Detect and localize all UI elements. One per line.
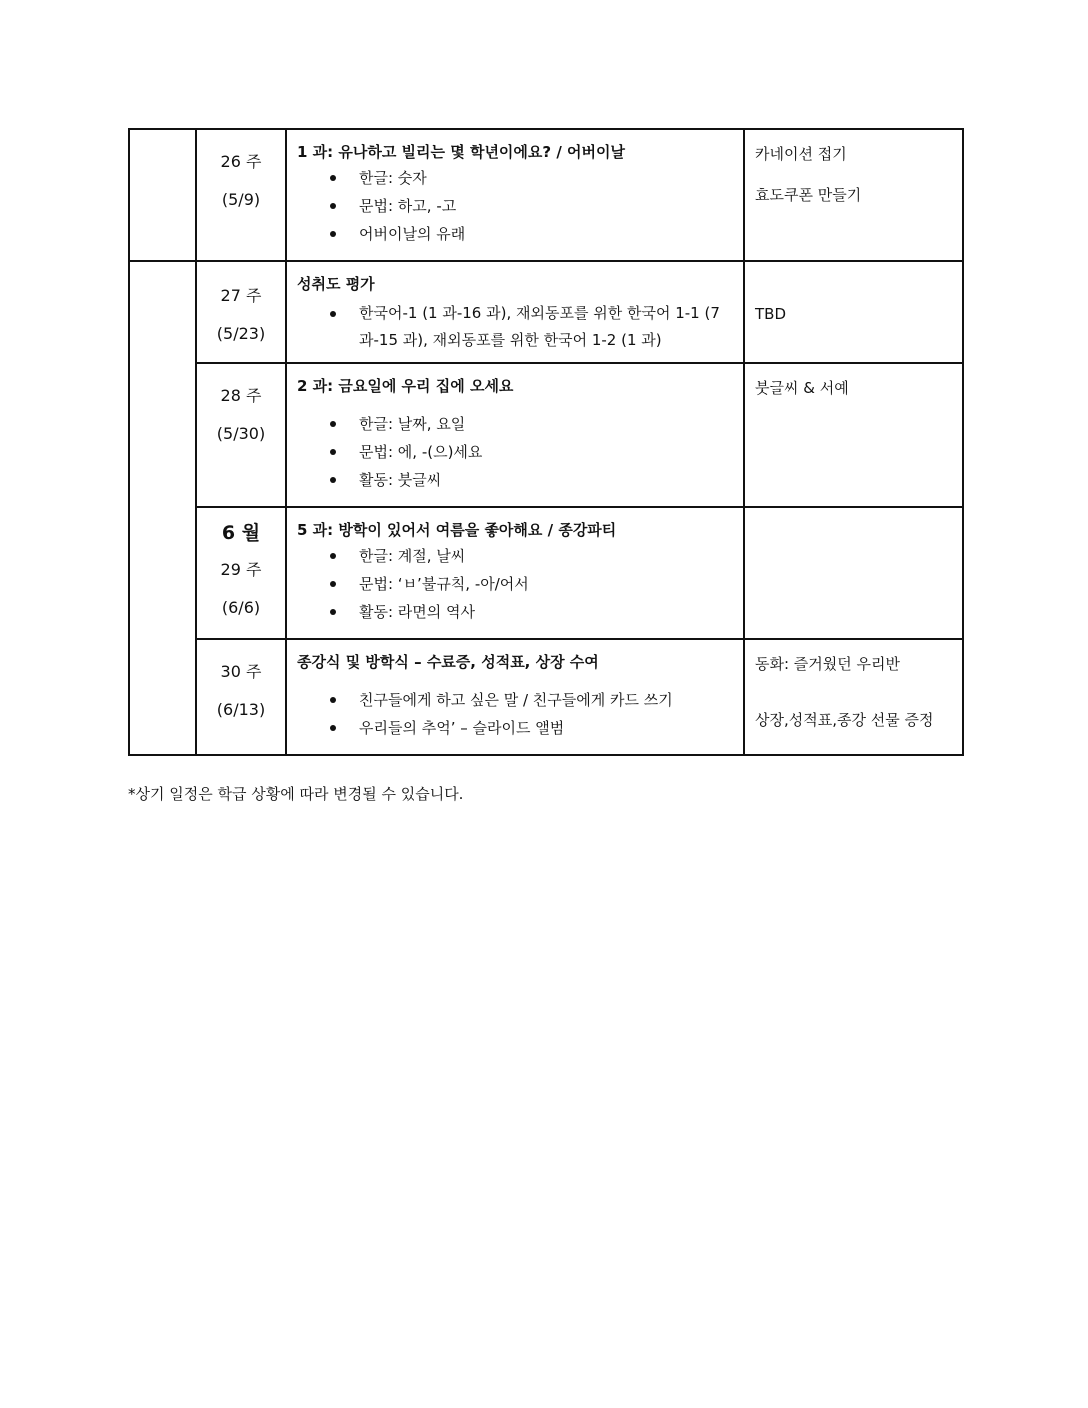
week-label: 29 주 bbox=[220, 560, 262, 579]
bullet-text: 한글: 날짜, 요일 bbox=[359, 415, 466, 433]
bullet-text: 우리들의 추억’ – 슬라이드 앨범 bbox=[359, 719, 565, 737]
list-item bbox=[297, 574, 733, 594]
bullet-text: 활동: 라면의 역사 bbox=[359, 603, 476, 621]
list-item bbox=[297, 414, 733, 434]
bullet-icon bbox=[330, 609, 336, 615]
activity-cell bbox=[744, 363, 963, 507]
activity-cell bbox=[744, 507, 963, 639]
week-date: (5/9) bbox=[221, 190, 261, 209]
activity-text: 상장,성적표,종강 선물 증정 bbox=[755, 711, 934, 729]
lesson-title: 5 과: 방학이 있어서 여름을 좋아해요 / 종강파티 bbox=[297, 521, 617, 539]
activity-cell bbox=[744, 129, 963, 261]
topic-cell bbox=[286, 261, 744, 363]
topic-cell bbox=[286, 363, 744, 507]
week-cell bbox=[196, 363, 286, 507]
bullet-icon bbox=[330, 697, 336, 703]
week-label: 27 주 bbox=[220, 286, 262, 305]
bullet-text: 문법: 하고, -고 bbox=[359, 197, 457, 215]
month-cell bbox=[129, 129, 196, 261]
bullet-icon bbox=[330, 203, 336, 209]
topic-cell bbox=[286, 129, 744, 261]
week-cell bbox=[196, 129, 286, 261]
bullet-icon bbox=[330, 311, 336, 317]
activity-text: TBD bbox=[755, 305, 787, 323]
lesson-bullets bbox=[297, 546, 733, 622]
week-cell bbox=[196, 507, 286, 639]
bullet-text: 한글: 계절, 날씨 bbox=[359, 547, 466, 565]
bullet-icon bbox=[330, 449, 336, 455]
bullet-icon bbox=[330, 725, 336, 731]
bullet-text: 친구들에게 하고 싶은 말 / 친구들에게 카드 쓰기 bbox=[359, 691, 673, 709]
bullet-icon bbox=[330, 231, 336, 237]
schedule-footnote: *상기 일정은 학급 상황에 따라 변경될 수 있습니다. bbox=[128, 785, 464, 803]
lesson-bullets bbox=[297, 168, 733, 244]
week-date: (6/13) bbox=[216, 700, 266, 719]
week-cell bbox=[196, 639, 286, 755]
bullet-text: 문법: 에, -(으)세요 bbox=[359, 443, 483, 461]
bullet-icon bbox=[330, 477, 336, 483]
bullet-text: 한국어-1 (1 과-16 과), 재외동포를 위한 한국어 1-1 (7 과-15 과), 재외동포를 위한 한국어 1-2 (1 과) bbox=[359, 304, 720, 349]
table-row bbox=[129, 507, 963, 639]
week-date: (5/30) bbox=[216, 424, 266, 443]
table-row bbox=[129, 363, 963, 507]
list-item bbox=[297, 196, 733, 216]
activity-text: 동화: 즐거웠던 우리반 bbox=[755, 655, 901, 673]
week-label: 26 주 bbox=[220, 152, 262, 171]
month-label: 6 월 bbox=[221, 522, 261, 544]
week-date: (5/23) bbox=[216, 324, 266, 343]
list-item bbox=[297, 690, 733, 710]
list-item bbox=[297, 470, 733, 490]
list-item bbox=[297, 602, 733, 622]
table-row bbox=[129, 129, 963, 261]
week-label: 30 주 bbox=[220, 662, 262, 681]
week-date: (6/6) bbox=[221, 598, 261, 617]
schedule-table bbox=[128, 128, 964, 756]
topic-cell bbox=[286, 507, 744, 639]
table-row bbox=[129, 261, 963, 363]
bullet-text: 문법: ‘ㅂ’불규칙, -아/어서 bbox=[359, 575, 529, 593]
activity-text: 효도쿠폰 만들기 bbox=[755, 186, 862, 204]
week-cell bbox=[196, 261, 286, 363]
week-label: 28 주 bbox=[220, 386, 262, 405]
bullet-text: 어버이날의 유래 bbox=[359, 225, 466, 243]
bullet-icon bbox=[330, 175, 336, 181]
list-item bbox=[297, 442, 733, 462]
lesson-title: 종강식 및 방학식 – 수료증, 성적표, 상장 수여 bbox=[297, 653, 599, 671]
list-item bbox=[297, 546, 733, 566]
activity-text: 붓글씨 & 서예 bbox=[755, 379, 849, 397]
list-item bbox=[297, 224, 733, 244]
lesson-bullets bbox=[297, 414, 733, 490]
lesson-bullets bbox=[297, 300, 733, 354]
bullet-icon bbox=[330, 581, 336, 587]
table-row bbox=[129, 639, 963, 755]
list-item bbox=[297, 300, 733, 354]
activity-cell bbox=[744, 639, 963, 755]
activity-cell bbox=[744, 261, 963, 363]
list-item bbox=[297, 718, 733, 738]
topic-cell bbox=[286, 639, 744, 755]
month-cell bbox=[129, 261, 196, 755]
list-item bbox=[297, 168, 733, 188]
lesson-bullets bbox=[297, 690, 733, 738]
bullet-text: 활동: 붓글씨 bbox=[359, 471, 442, 489]
lesson-title: 2 과: 금요일에 우리 집에 오세요 bbox=[297, 377, 514, 395]
activity-text: 카네이션 접기 bbox=[755, 145, 847, 163]
bullet-icon bbox=[330, 553, 336, 559]
bullet-text: 한글: 숫자 bbox=[359, 169, 427, 187]
bullet-icon bbox=[330, 421, 336, 427]
lesson-title: 성취도 평가 bbox=[297, 275, 375, 293]
lesson-title: 1 과: 유나하고 빌리는 몇 학년이에요? / 어버이날 bbox=[297, 143, 625, 161]
